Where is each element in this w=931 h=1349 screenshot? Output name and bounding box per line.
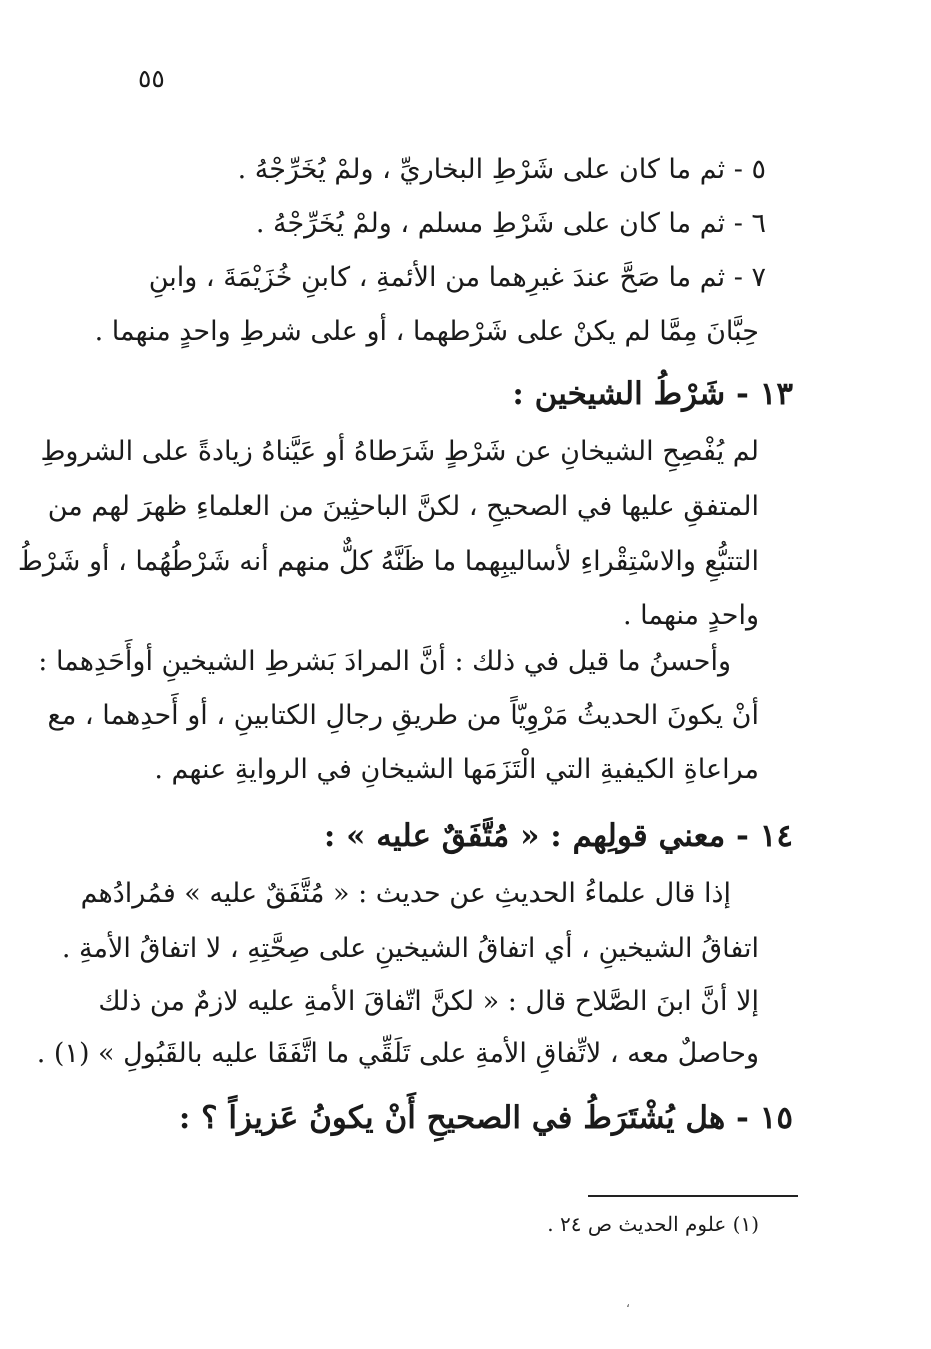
list-item: ٧ - ثم ما صَحَّ عندَ غيرِهما من الأئمةِ ، كابنِ خُزَيْمَةَ ، وابنِ bbox=[148, 262, 766, 293]
paragraph-line: وأحسنُ ما قيل في ذلك : أنَّ المرادَ بَشرطِ الشيخينِ أوأَحَدِهما : bbox=[38, 646, 731, 677]
footnote-divider bbox=[588, 1195, 798, 1197]
list-item: ٥ - ثم ما كان على شَرْطِ البخاريِّ ، ولمْ يُخَرِّجْهُ . bbox=[237, 154, 766, 185]
section-heading-14: ١٤ - معني قولِهم : « مُتَّفَقٌ عليه » : bbox=[323, 818, 793, 854]
paragraph-line: التتبُّعِ والاسْتِقْراءِ لأساليبِهما ما ظَنَّهُ كلٌّ منهم أنه شَرْطُهُما ، أو شَرْطُ bbox=[17, 546, 759, 577]
paragraph-line: إذا قال علماءُ الحديثِ عن حديث : « مُتَّفَقٌ عليه » فمُرادُهم bbox=[80, 878, 731, 909]
section-heading-15: ١٥ - هل يُشْتَرَطُ في الصحيحِ أَنْ يكونُ عَزيزاً ؟ : bbox=[178, 1100, 793, 1136]
paragraph-line: وحاصلٌ معه ، لاتِّفاقِ الأمةِ على تَلَقِّي ما اتَّفَقَا عليه بالقَبُولِ » (١) . bbox=[36, 1038, 759, 1069]
section-heading-13: ١٣ - شَرْطُ الشيخين : bbox=[512, 376, 793, 412]
stray-mark: ، bbox=[626, 1296, 630, 1310]
list-item: ٦ - ثم ما كان على شَرْطِ مسلم ، ولمْ يُخَرِّجْهُ . bbox=[255, 208, 766, 239]
paragraph-line: المتفقِ عليها في الصحيحِ ، لكنَّ الباحثِينَ من العلماءِ ظهرَ لهم من bbox=[47, 491, 759, 522]
paragraph-line: واحدٍ منهما . bbox=[622, 600, 759, 631]
paragraph-line: إلا أنَّ ابنَ الصَّلاح قال : « لكنَّ اتّفاقَ الأمةِ عليه لازمٌ من ذلك bbox=[98, 986, 759, 1017]
paragraph-line: لم يُفْصِحِ الشيخانِ عن شَرْطٍ شَرَطاهُ أو عَيَّناهُ زيادةً على الشروطِ bbox=[40, 436, 759, 467]
list-item-continuation: حِبَّانَ مِمَّا لم يكنْ على شَرْطهما ، أو على شرطِ واحدٍ منهما . bbox=[94, 316, 759, 347]
paragraph-line: مراعاةِ الكيفيةِ التي الْتَزَمَها الشيخانِ في الروايةِ عنهم . bbox=[154, 754, 759, 785]
footnote: (١) علوم الحديث ص ٢٤ . bbox=[547, 1212, 759, 1236]
paragraph-line: أنْ يكونَ الحديثُ مَرْوِيّاً من طريقِ رجالِ الكتابينِ ، أو أَحدِهما ، مع bbox=[47, 700, 759, 731]
paragraph-line: اتفاقُ الشيخينِ ، أي اتفاقُ الشيخينِ على صِحَّتِهِ ، لا اتفاقُ الأمةِ . bbox=[61, 933, 759, 964]
page-number: ٥٥ bbox=[138, 64, 165, 93]
